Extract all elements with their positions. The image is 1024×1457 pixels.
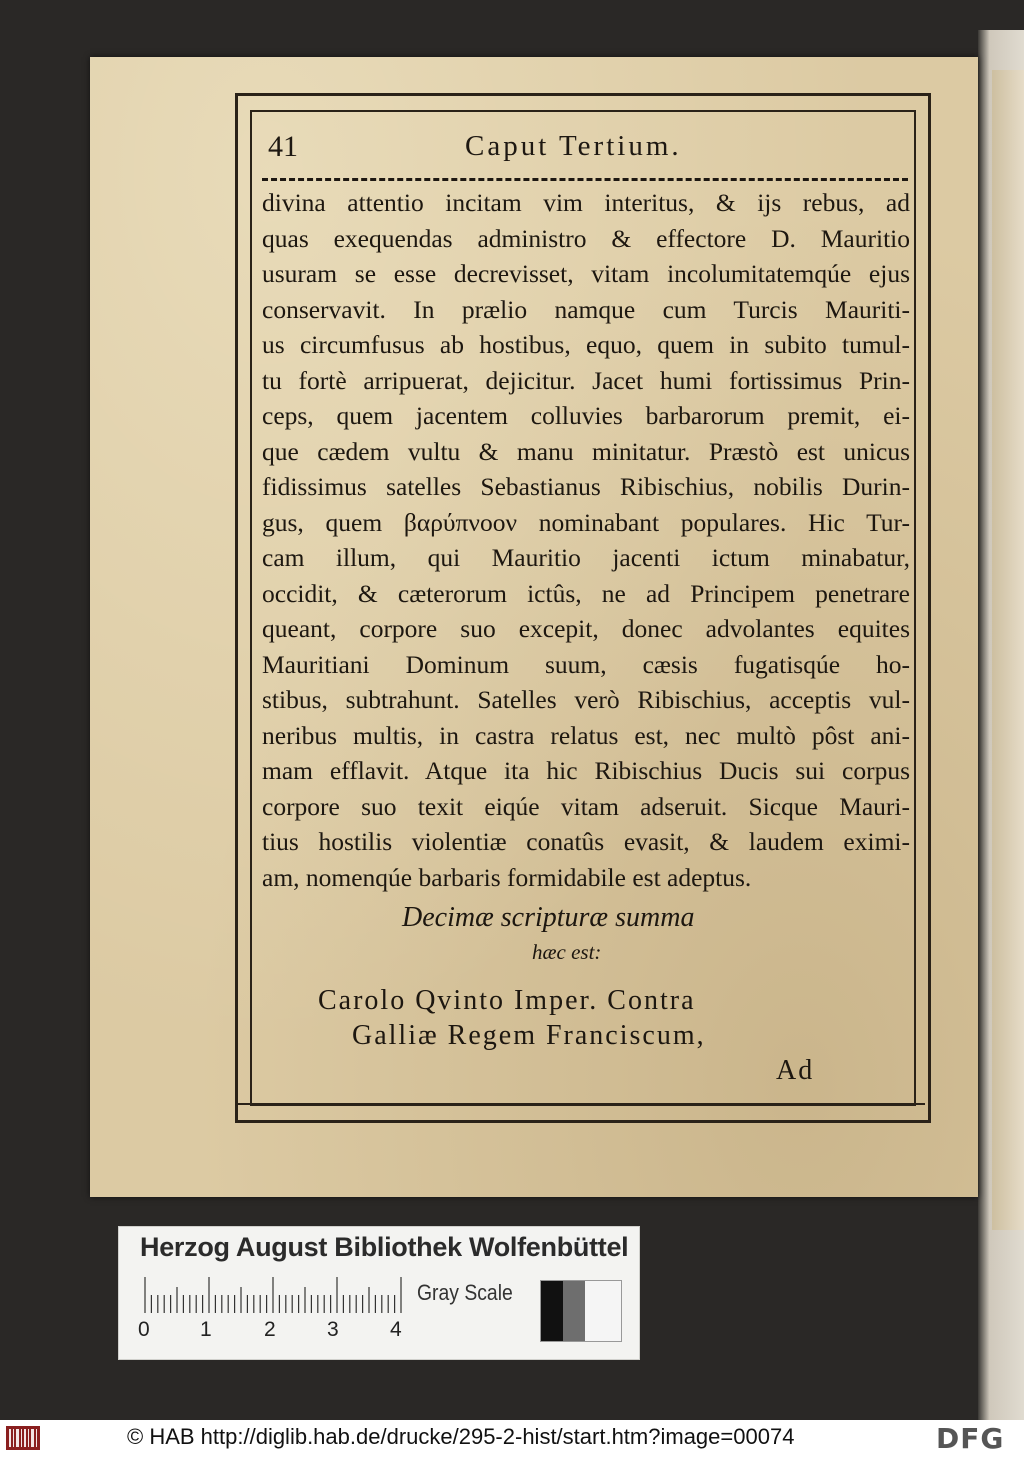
scale-number: 3 [327,1318,339,1341]
scale-number: 2 [264,1318,276,1341]
page-frame-bottom-rule [235,1103,925,1105]
text-line: divina attentio incitam vim interitus, & ijs rebus, ad [262,188,910,217]
text-line: quas exequendas administro & effectore D. Mauritio [262,223,910,253]
copyright-link[interactable]: © HAB http://diglib.hab.de/drucke/295-2-hist/start.htm?image=00074 [127,1424,795,1449]
text-line: tu fortè arripuerat, dejicitur. Jacet humi fortissimus Prin- [262,365,910,395]
running-head: Caput Tertium. [465,130,682,162]
swatch-white [585,1281,621,1341]
text-line: mam efflavit. Atque ita hic Ribischius Ducis sui corpus [262,756,910,785]
text-line: gus, quem βαρύπνοον nominabant populares. Hic Tur- [262,507,910,537]
text-line: stibus, subtrahunt. Satelles verò Ribischius, acceptis vul- [262,685,910,714]
barcode-icon [6,1426,40,1450]
scale-number: 1 [200,1318,212,1341]
adjacent-page-strip [992,70,1024,1230]
text-line: fidissimus satelles Sebastianus Ribischius, nobilis Durin- [262,472,910,501]
caps-line: Galliæ Regem Franciscum, [352,1020,706,1051]
gray-scale-swatch [540,1280,622,1342]
text-line: conservavit. In prælio namque cum Turcis Mauriti- [262,294,910,324]
summary-title: Decimæ scripturæ summa [402,902,695,933]
scale-number: 4 [390,1318,402,1341]
dfg-logo: DFG [936,1422,1005,1455]
text-line: Mauritiani Dominum suum, cæsis fugatisqúe ho- [262,649,910,679]
text-line: tius hostilis violentiæ conatûs evasit, & laudem eximi- [262,827,910,856]
caps-line: Carolo Qvinto Imper. Contra [318,985,696,1016]
swatch-black [541,1281,563,1341]
text-line: am, nomenqúe barbaris formidabile est adeptus. [262,862,752,892]
text-line: occidit, & cæterorum ictûs, ne ad Principem penetrare [262,578,910,608]
text-line: neribus multis, in castra relatus est, nec multò pôst ani- [262,720,910,750]
scale-number: 0 [138,1318,150,1341]
page-number: 41 [268,130,298,163]
gray-scale-label: Gray Scale [417,1280,513,1305]
text-line: cam illum, qui Mauritio jacenti ictum minabatur, [262,543,910,572]
ruler-scale [143,1275,405,1313]
library-name: Herzog August Bibliothek Wolfenbüttel [140,1232,629,1262]
head-rule [262,178,908,181]
text-line: us circumfusus ab hostibus, equo, quem in subito tumul- [262,330,910,359]
swatch-gray [563,1281,585,1341]
text-line: que cædem vultu & manu minitatur. Præstò est unicus [262,436,910,466]
body-text [262,185,910,895]
summary-subtitle: hæc est: [532,940,602,964]
text-line: usuram se esse decrevisset, vitam incolumitatemqúe ejus [262,259,910,288]
text-line: corpore suo texit eiqúe vitam adseruit. Sicque Mauri- [262,791,910,821]
text-line: queant, corpore suo excepit, donec advolantes equites [262,614,910,643]
text-line: ceps, quem jacentem colluvies barbarorum premit, ei- [262,401,910,430]
catchword: Ad [776,1055,815,1086]
